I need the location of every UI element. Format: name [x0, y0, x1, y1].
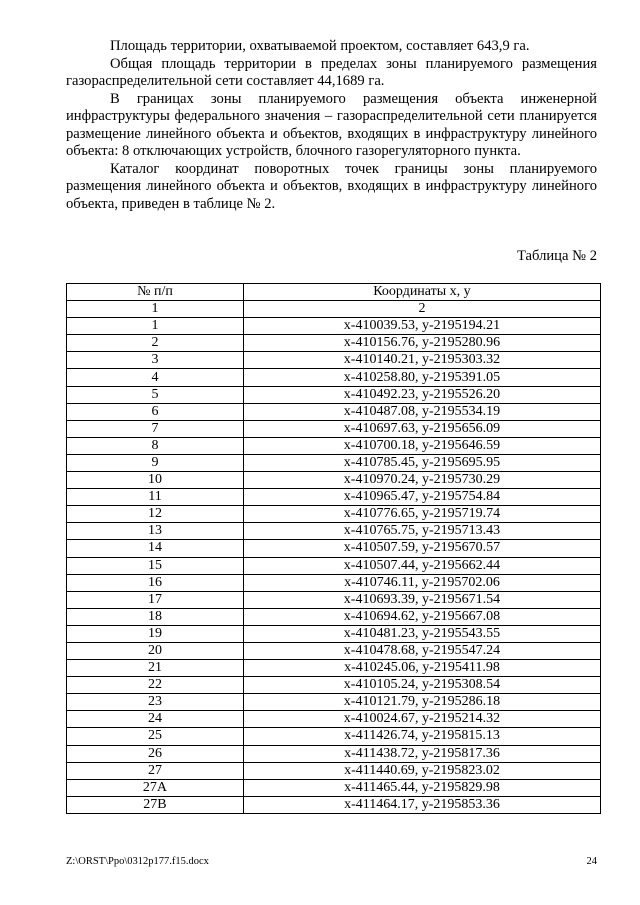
point-number: 8	[67, 437, 244, 454]
point-coordinates: x-410965.47, y-2195754.84	[243, 489, 600, 506]
point-coordinates: x-410156.76, y-2195280.96	[243, 335, 600, 352]
footer-file-path: Z:\ORST\Ppo\0312p177.f15.docx	[66, 856, 209, 867]
point-number: 22	[67, 677, 244, 694]
table-row	[67, 403, 601, 420]
table-row	[67, 625, 601, 642]
table-row	[67, 506, 601, 523]
point-coordinates: x-410765.75, y-2195713.43	[243, 523, 600, 540]
point-coordinates: x-411440.69, y-2195823.02	[243, 762, 600, 779]
point-number: 25	[67, 728, 244, 745]
body-text	[66, 38, 597, 213]
point-coordinates: x-410258.80, y-2195391.05	[243, 369, 600, 386]
table-row	[67, 762, 601, 779]
point-number: 1	[67, 318, 244, 335]
point-number: 27	[67, 762, 244, 779]
point-coordinates: x-411464.17, y-2195853.36	[243, 796, 600, 813]
point-number: 10	[67, 472, 244, 489]
point-coordinates: x-410481.23, y-2195543.55	[243, 625, 600, 642]
header-coordinates: Координаты х, у	[243, 284, 600, 301]
point-coordinates: x-410693.39, y-2195671.54	[243, 591, 600, 608]
column-number-2: 2	[243, 301, 600, 318]
table-row	[67, 523, 601, 540]
point-coordinates: x-410746.11, y-2195702.06	[243, 574, 600, 591]
point-number: 20	[67, 642, 244, 659]
table-row	[67, 660, 601, 677]
point-coordinates: x-410970.24, y-2195730.29	[243, 472, 600, 489]
table-row	[67, 557, 601, 574]
point-number: 17	[67, 591, 244, 608]
point-number: 16	[67, 574, 244, 591]
table-row	[67, 574, 601, 591]
table-row	[67, 608, 601, 625]
table-row	[67, 437, 601, 454]
paragraph-network-area: Общая площадь территории в пределах зоны планируемого размещения газораспределительной сети составляет 44,1689 га.	[66, 55, 597, 89]
table-row	[67, 591, 601, 608]
point-number: 13	[67, 523, 244, 540]
table-row	[67, 796, 601, 813]
point-number: 24	[67, 711, 244, 728]
column-number-1: 1	[67, 301, 244, 318]
point-coordinates: x-410121.79, y-2195286.18	[243, 694, 600, 711]
point-coordinates: x-410039.53, y-2195194.21	[243, 318, 600, 335]
paragraph-catalog: Каталог координат поворотных точек границы зоны планируемого размещения линейного объекта и объектов, входящих в инфраструктуру линейного объекта, приведен в таблице № 2.	[66, 160, 597, 212]
header-number: № п/п	[67, 284, 244, 301]
table-header-row	[67, 284, 601, 301]
point-coordinates: x-410694.62, y-2195667.08	[243, 608, 600, 625]
table-row	[67, 318, 601, 335]
point-coordinates: x-411438.72, y-2195817.36	[243, 745, 600, 762]
point-number: 26	[67, 745, 244, 762]
point-coordinates: x-410140.21, y-2195303.32	[243, 352, 600, 369]
table-row	[67, 369, 601, 386]
table-row	[67, 642, 601, 659]
page-number: 24	[586, 856, 597, 867]
table-row	[67, 694, 601, 711]
table-row	[67, 420, 601, 437]
point-number: 19	[67, 625, 244, 642]
point-coordinates: x-410697.63, y-2195656.09	[243, 420, 600, 437]
table-body	[67, 318, 601, 814]
point-number: 3	[67, 352, 244, 369]
point-coordinates: x-410478.68, y-2195547.24	[243, 642, 600, 659]
point-coordinates: x-411426.74, y-2195815.13	[243, 728, 600, 745]
point-number: 12	[67, 506, 244, 523]
point-coordinates: x-410776.65, y-2195719.74	[243, 506, 600, 523]
point-coordinates: x-410024.67, y-2195214.32	[243, 711, 600, 728]
point-number: 2	[67, 335, 244, 352]
table-row	[67, 677, 601, 694]
point-number: 18	[67, 608, 244, 625]
point-number: 4	[67, 369, 244, 386]
table-row	[67, 728, 601, 745]
paragraph-placement: В границах зоны планируемого размещения объекта инженерной инфраструктуры федерального значения – газораспределительной сети планируется размещение линейного объекта и объектов, входящих в инфраструктуру линейного объекта: 8 отключающих устройств, блочного газорегуляторного пункта.	[66, 90, 597, 159]
table-row	[67, 745, 601, 762]
table-row	[67, 386, 601, 403]
point-number: 14	[67, 540, 244, 557]
table-column-number-row	[67, 301, 601, 318]
point-number: 6	[67, 403, 244, 420]
point-number: 5	[67, 386, 244, 403]
point-coordinates: x-410785.45, y-2195695.95	[243, 454, 600, 471]
point-coordinates: x-410507.59, y-2195670.57	[243, 540, 600, 557]
point-number: 11	[67, 489, 244, 506]
point-coordinates: x-411465.44, y-2195829.98	[243, 779, 600, 796]
point-coordinates: x-410105.24, y-2195308.54	[243, 677, 600, 694]
table-row	[67, 472, 601, 489]
table-caption: Таблица № 2	[517, 248, 597, 264]
table-row	[67, 489, 601, 506]
point-coordinates: x-410507.44, y-2195662.44	[243, 557, 600, 574]
table-row	[67, 454, 601, 471]
point-coordinates: x-410245.06, y-2195411.98	[243, 660, 600, 677]
point-number: 7	[67, 420, 244, 437]
point-coordinates: x-410700.18, y-2195646.59	[243, 437, 600, 454]
point-number: 27В	[67, 796, 244, 813]
point-number: 27А	[67, 779, 244, 796]
table-row	[67, 711, 601, 728]
table-row	[67, 779, 601, 796]
point-coordinates: x-410492.23, y-2195526.20	[243, 386, 600, 403]
point-number: 15	[67, 557, 244, 574]
table-row	[67, 335, 601, 352]
point-number: 21	[67, 660, 244, 677]
point-number: 23	[67, 694, 244, 711]
point-number: 9	[67, 454, 244, 471]
table-row	[67, 540, 601, 557]
paragraph-area: Площадь территории, охватываемой проектом, составляет 643,9 га.	[110, 38, 530, 54]
table-row	[67, 352, 601, 369]
coordinates-table	[66, 283, 601, 814]
point-coordinates: x-410487.08, y-2195534.19	[243, 403, 600, 420]
